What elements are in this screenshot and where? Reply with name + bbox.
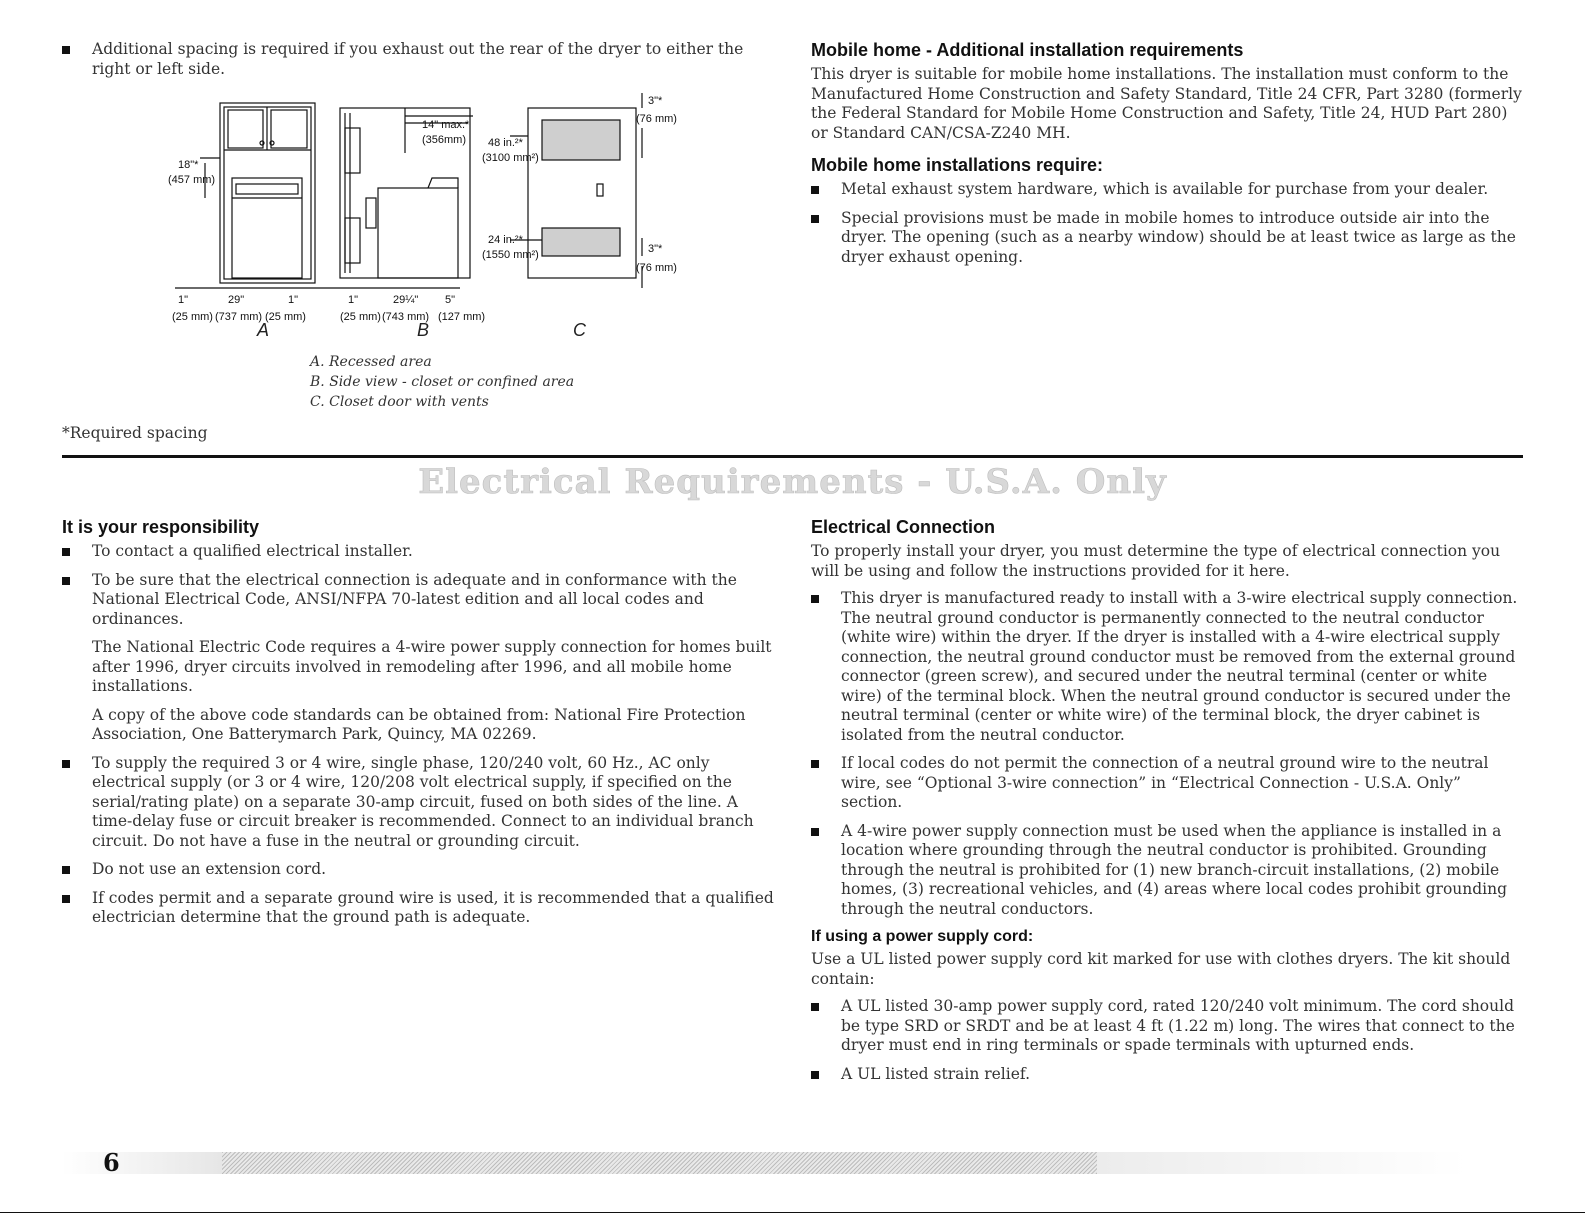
connection-bullet-2: [811, 754, 1526, 813]
responsibility-heading: It is your responsibility: [62, 517, 260, 537]
cord-bullet-2-text: A UL listed strain relief.: [841, 1064, 1031, 1083]
connection-bullet-3-text: A 4-wire power supply connection must be used when the appliance is installed in a location where grounding through the neutral conductor is prohibited. Grounding through the neutral is prohibited for (1) new branch-circuit installations, (2) mobile homes, (3) recreational vehicles, and (4) areas where local codes prohibit grounding through the neutral conductors.: [841, 821, 1508, 918]
dim-b-bottom-2: 29¼": [393, 294, 419, 306]
dim-b-bottom-mm-3: (127 mm): [438, 311, 486, 323]
dim-c-gap-bottom-mm: (76 mm): [636, 262, 677, 274]
caption-a: A. Recessed area: [310, 354, 432, 370]
bullet-square: [62, 577, 70, 585]
dim-b-bottom-1: 1": [348, 294, 359, 306]
dim-a-top: 18"*: [178, 159, 199, 171]
mobile-bullet-1-text: Metal exhaust system hardware, which is available for purchase from your dealer.: [841, 180, 1489, 198]
bullet-square: [811, 760, 819, 768]
bullet-square: [62, 895, 70, 903]
required-spacing-note: *Required spacing: [62, 424, 208, 442]
figure-letter-b: B: [417, 320, 430, 340]
mobile-home-heading: Mobile home - Additional installation requirements: [811, 40, 1244, 60]
spacing-diagram: [160, 88, 700, 328]
footer-stripe-bar: [222, 1152, 1097, 1174]
spacing-bullet-text: Additional spacing is required if you exhaust out the rear of the dryer to either the right or left side.: [92, 40, 744, 78]
bullet-square: [811, 828, 819, 836]
responsibility-bullet-1: [62, 542, 780, 562]
connection-bullet-1: [811, 589, 1526, 745]
responsibility-bullet-1-text: To contact a qualified electrical installer.: [92, 542, 413, 560]
dim-a-bottom-mm-2: (737 mm): [215, 311, 263, 323]
code-requirement-para: The National Electric Code requires a 4-wire power supply connection for homes built after 1996, dryer circuits involved in remodeling after 1996, and all mobile home installations.: [92, 638, 772, 695]
dim-b-shelf-mm: (356mm): [422, 134, 467, 146]
bullet-square: [62, 548, 70, 556]
dim-c-gap-bottom: 3"*: [648, 243, 663, 255]
top-left-column: [62, 40, 782, 88]
dim-a-bottom-3: 1": [288, 294, 299, 306]
responsibility-bullet-5-text: If codes permit and a separate ground wire is used, it is recommended that a qualified electrician determine that the ground path is adequate.: [92, 888, 774, 926]
bottom-left-column: [62, 517, 780, 937]
mobile-home-require-heading: Mobile home installations require:: [811, 155, 1104, 175]
bullet-square: [811, 1071, 819, 1079]
bullet-square: [811, 595, 819, 603]
footer-fade-right: [1097, 1152, 1467, 1174]
spacing-bullet: [62, 40, 782, 79]
dim-c-gap-top: 3"*: [648, 95, 663, 107]
dim-a-bottom-1: 1": [178, 294, 189, 306]
mobile-bullet-2-text: Special provisions must be made in mobile homes to introduce outside air into the dryer. The opening (such as a nearby window) should be at least twice as large as the dryer exhaust opening.: [841, 208, 1516, 266]
top-vent: [542, 120, 620, 160]
figure-captions: [310, 352, 574, 412]
dim-b-shelf: 14" max.*: [422, 119, 470, 131]
dryer-front-a: [232, 178, 302, 278]
responsibility-bullet-3-text: To supply the required 3 or 4 wire, single phase, 120/240 volt, 60 Hz., AC only electrical supply (or 3 or 4 wire, 120/208 volt electrical supply, if specified on the serial/rating plate) on a separate 30-amp circuit, fused on both sides of the line. A time-delay fuse or circuit breaker is recommended. Connect to an individual branch circuit. Do not have a fuse in the neutral or grounding circuit.: [92, 753, 754, 850]
connection-bullet-2-text: If local codes do not permit the connection of a neutral ground wire to the neutral wire, see “Optional 3-wire connection” in “Electrical Connection - U.S.A. Only” section.: [841, 754, 1489, 811]
dim-c-vent-bottom-mm: (1550 mm²): [482, 249, 539, 261]
cord-bullet-1-text: A UL listed 30-amp power supply cord, rated 120/240 volt minimum. The cord should be type SRD or SRDT and be at least 4 ft (1.22 m) long. The wires that connect to the dryer must end in ring terminals or spade terminals with upturned ends.: [841, 997, 1515, 1054]
mobile-home-para: This dryer is suitable for mobile home installations. The installation must conform to the Manufactured Home Construction and Safety Standard, Title 24 CFR, Part 3280 (formerly the Federal Standard for Mobile Home Construction and Safety, Title 24, HUD Part 280) or Standard CAN/CSA-Z240 MH.: [811, 65, 1522, 142]
top-right-column: [811, 40, 1526, 276]
footer-fade-left: [62, 1152, 222, 1174]
connection-bullet-3: [811, 822, 1526, 920]
electrical-connection-heading: Electrical Connection: [811, 517, 996, 537]
caption-c: C. Closet door with vents: [310, 394, 489, 410]
dim-b-bottom-3: 5": [445, 294, 456, 306]
power-cord-intro: Use a UL listed power supply cord kit marked for use with clothes dryers. The kit should contain:: [811, 950, 1511, 988]
cord-bullet-1: [811, 997, 1526, 1056]
bullet-square: [811, 215, 819, 223]
bullet-square: [62, 866, 70, 874]
bottom-vent: [542, 228, 620, 256]
dryer-side-b: [378, 188, 458, 278]
code-copy-para: A copy of the above code standards can be obtained from: National Fire Protection Association, One Batterymarch Park, Quincy, MA 02269.: [92, 705, 746, 743]
responsibility-bullet-3: [62, 754, 780, 852]
dim-a-bottom-2: 29": [228, 294, 245, 306]
dim-c-vent-top: 48 in.²*: [488, 137, 523, 149]
caption-b: B. Side view - closet or confined area: [310, 374, 575, 390]
page-bottom-line: [0, 1212, 1585, 1213]
mobile-bullet-1: [811, 180, 1526, 200]
dim-c-gap-top-mm: (76 mm): [636, 113, 677, 125]
section-title: Electrical Requirements - U.S.A. Only: [418, 462, 1167, 502]
page-number: 6: [103, 1148, 120, 1177]
bullet-square: [62, 46, 70, 54]
figure-letter-c: C: [573, 320, 586, 340]
bottom-right-column: [811, 517, 1526, 1093]
responsibility-bullet-5: [62, 889, 780, 928]
bullet-square: [62, 760, 70, 768]
bullet-square: [811, 1003, 819, 1011]
cord-bullet-2: [811, 1065, 1526, 1085]
mobile-bullet-2: [811, 209, 1526, 268]
responsibility-bullet-4-text: Do not use an extension cord.: [92, 860, 327, 878]
bullet-square: [811, 186, 819, 194]
connection-bullet-1-text: This dryer is manufactured ready to install with a 3-wire electrical supply connection. The neutral ground conductor is permanently connected to the neutral conductor (white wire) within the dryer. If the dryer is installed with a 4-wire electrical supply connection, the neutral ground conductor must be removed from the external ground connector (green screw), and secured under the neutral terminal (center or white wire) of the terminal block. When the neutral ground conductor is secured under the neutral terminal (center or white wire) of the terminal block, the dryer cabinet is isolated from the neutral conductor.: [841, 589, 1518, 744]
responsibility-bullet-2: [62, 571, 780, 630]
dim-b-bottom-mm-1: (25 mm): [340, 311, 381, 323]
dim-b-bottom-mm-2: (743 mm): [382, 311, 430, 323]
figure-letter-a: A: [257, 320, 270, 340]
electrical-connection-intro: To properly install your dryer, you must determine the type of electrical connection you will be using and follow the instructions provided for it here.: [811, 542, 1501, 580]
power-cord-heading: If using a power supply cord:: [811, 928, 1034, 945]
dim-c-vent-bottom: 24 in.²*: [488, 234, 523, 246]
responsibility-bullet-2-text: To be sure that the electrical connection is adequate and in conformance with the National Electrical Code, ANSI/NFPA 70-latest edition and all local codes and ordinances.: [92, 570, 737, 628]
dim-a-top-mm: (457 mm): [168, 174, 216, 186]
section-divider: [62, 455, 1523, 458]
dim-a-bottom-mm-1: (25 mm): [172, 311, 213, 323]
dim-c-vent-top-mm: (3100 mm²): [482, 152, 539, 164]
dim-a-bottom-mm-3: (25 mm): [265, 311, 306, 323]
responsibility-bullet-4: [62, 860, 780, 880]
